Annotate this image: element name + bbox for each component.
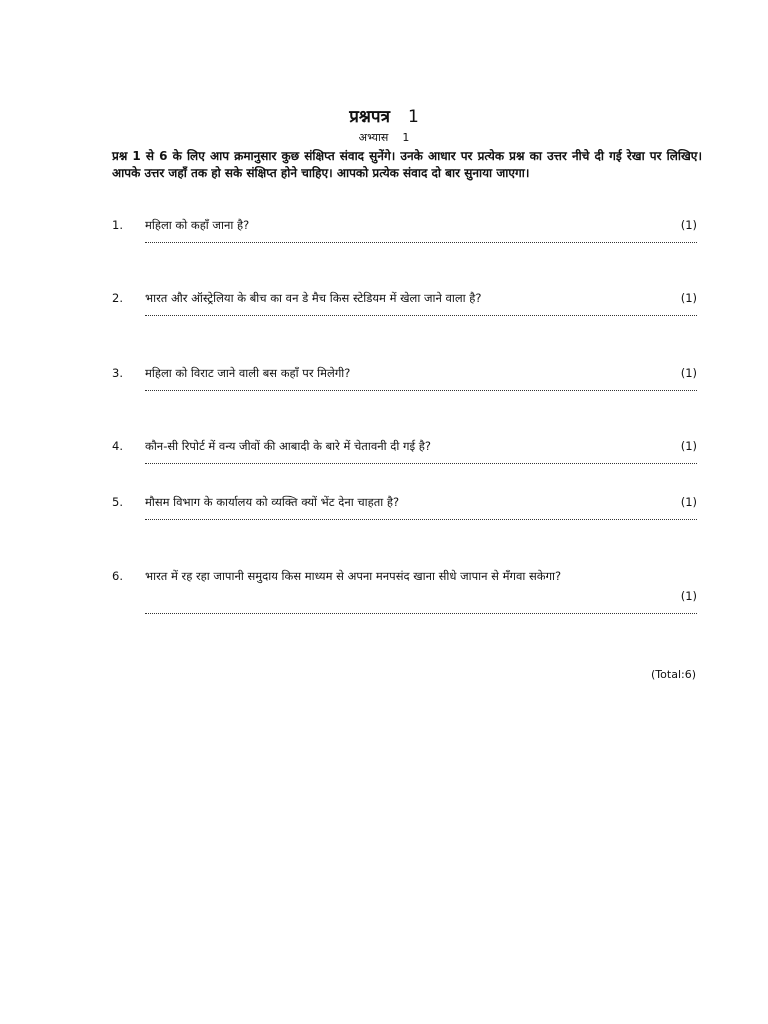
question-number: 1. [112, 218, 123, 232]
answer-line[interactable] [145, 315, 697, 316]
question-marks: (1) [680, 589, 697, 603]
question-number: 5. [112, 495, 123, 509]
question-number: 2. [112, 291, 123, 305]
question-marks: (1) [680, 291, 697, 305]
question-text: कौन-सी रिपोर्ट में वन्य जीवों की आबादी के बारे में चेतावनी दी गई है? [145, 439, 431, 453]
total-marks: (Total:6) [651, 668, 696, 681]
question-6 [112, 569, 697, 619]
answer-line[interactable] [145, 613, 697, 614]
paper-title [0, 104, 768, 127]
question-5 [112, 495, 697, 525]
paper-title-text: प्रश्नपत्र [349, 107, 390, 127]
exercise-heading [0, 130, 768, 145]
question-text: मौसम विभाग के कार्यालय को व्यक्ति क्यों भेंट देना चाहता है? [145, 495, 400, 509]
question-text: भारत में रह रहा जापानी समुदाय किस माध्यम से अपना मनपसंद खाना सीधे जापान से मँगवा सकेगा? [145, 569, 562, 583]
answer-line[interactable] [145, 463, 697, 464]
answer-line[interactable] [145, 242, 697, 243]
answer-line[interactable] [145, 519, 697, 520]
paper-title-number: 1 [407, 107, 419, 127]
question-1 [112, 218, 697, 248]
question-text: भारत और ऑस्ट्रेलिया के बीच का वन डे मैच किस स्टेडियम में खेला जाने वाला है? [145, 291, 482, 305]
exercise-heading-text: अभ्यास [358, 131, 389, 144]
question-text: महिला को विराट जाने वाली बस कहाँ पर मिलेगी? [145, 366, 351, 380]
question-number: 4. [112, 439, 123, 453]
question-marks: (1) [680, 495, 697, 509]
instructions: प्रश्न 1 से 6 के लिए आप क्रमानुसार कुछ संक्षिप्त संवाद सुनेंगे। उनके आधार पर प्रत्येक प्रश्न का उत्तर नीचे दी गई रेखा पर लिखिए। आपके उत्तर जहाँ तक हो सके संक्षिप्त होने चाहिए। आपको प्रत्येक संवाद दो बार सुनाया जाएगा। [112, 149, 702, 180]
exercise-heading-number: 1 [402, 131, 410, 144]
question-2 [112, 291, 697, 321]
question-3 [112, 366, 697, 396]
question-4 [112, 439, 697, 469]
question-number: 3. [112, 366, 123, 380]
answer-line[interactable] [145, 390, 697, 391]
question-marks: (1) [680, 366, 697, 380]
question-number: 6. [112, 569, 123, 583]
question-text: महिला को कहाँ जाना है? [145, 218, 250, 232]
question-marks: (1) [680, 218, 697, 232]
question-marks: (1) [680, 439, 697, 453]
